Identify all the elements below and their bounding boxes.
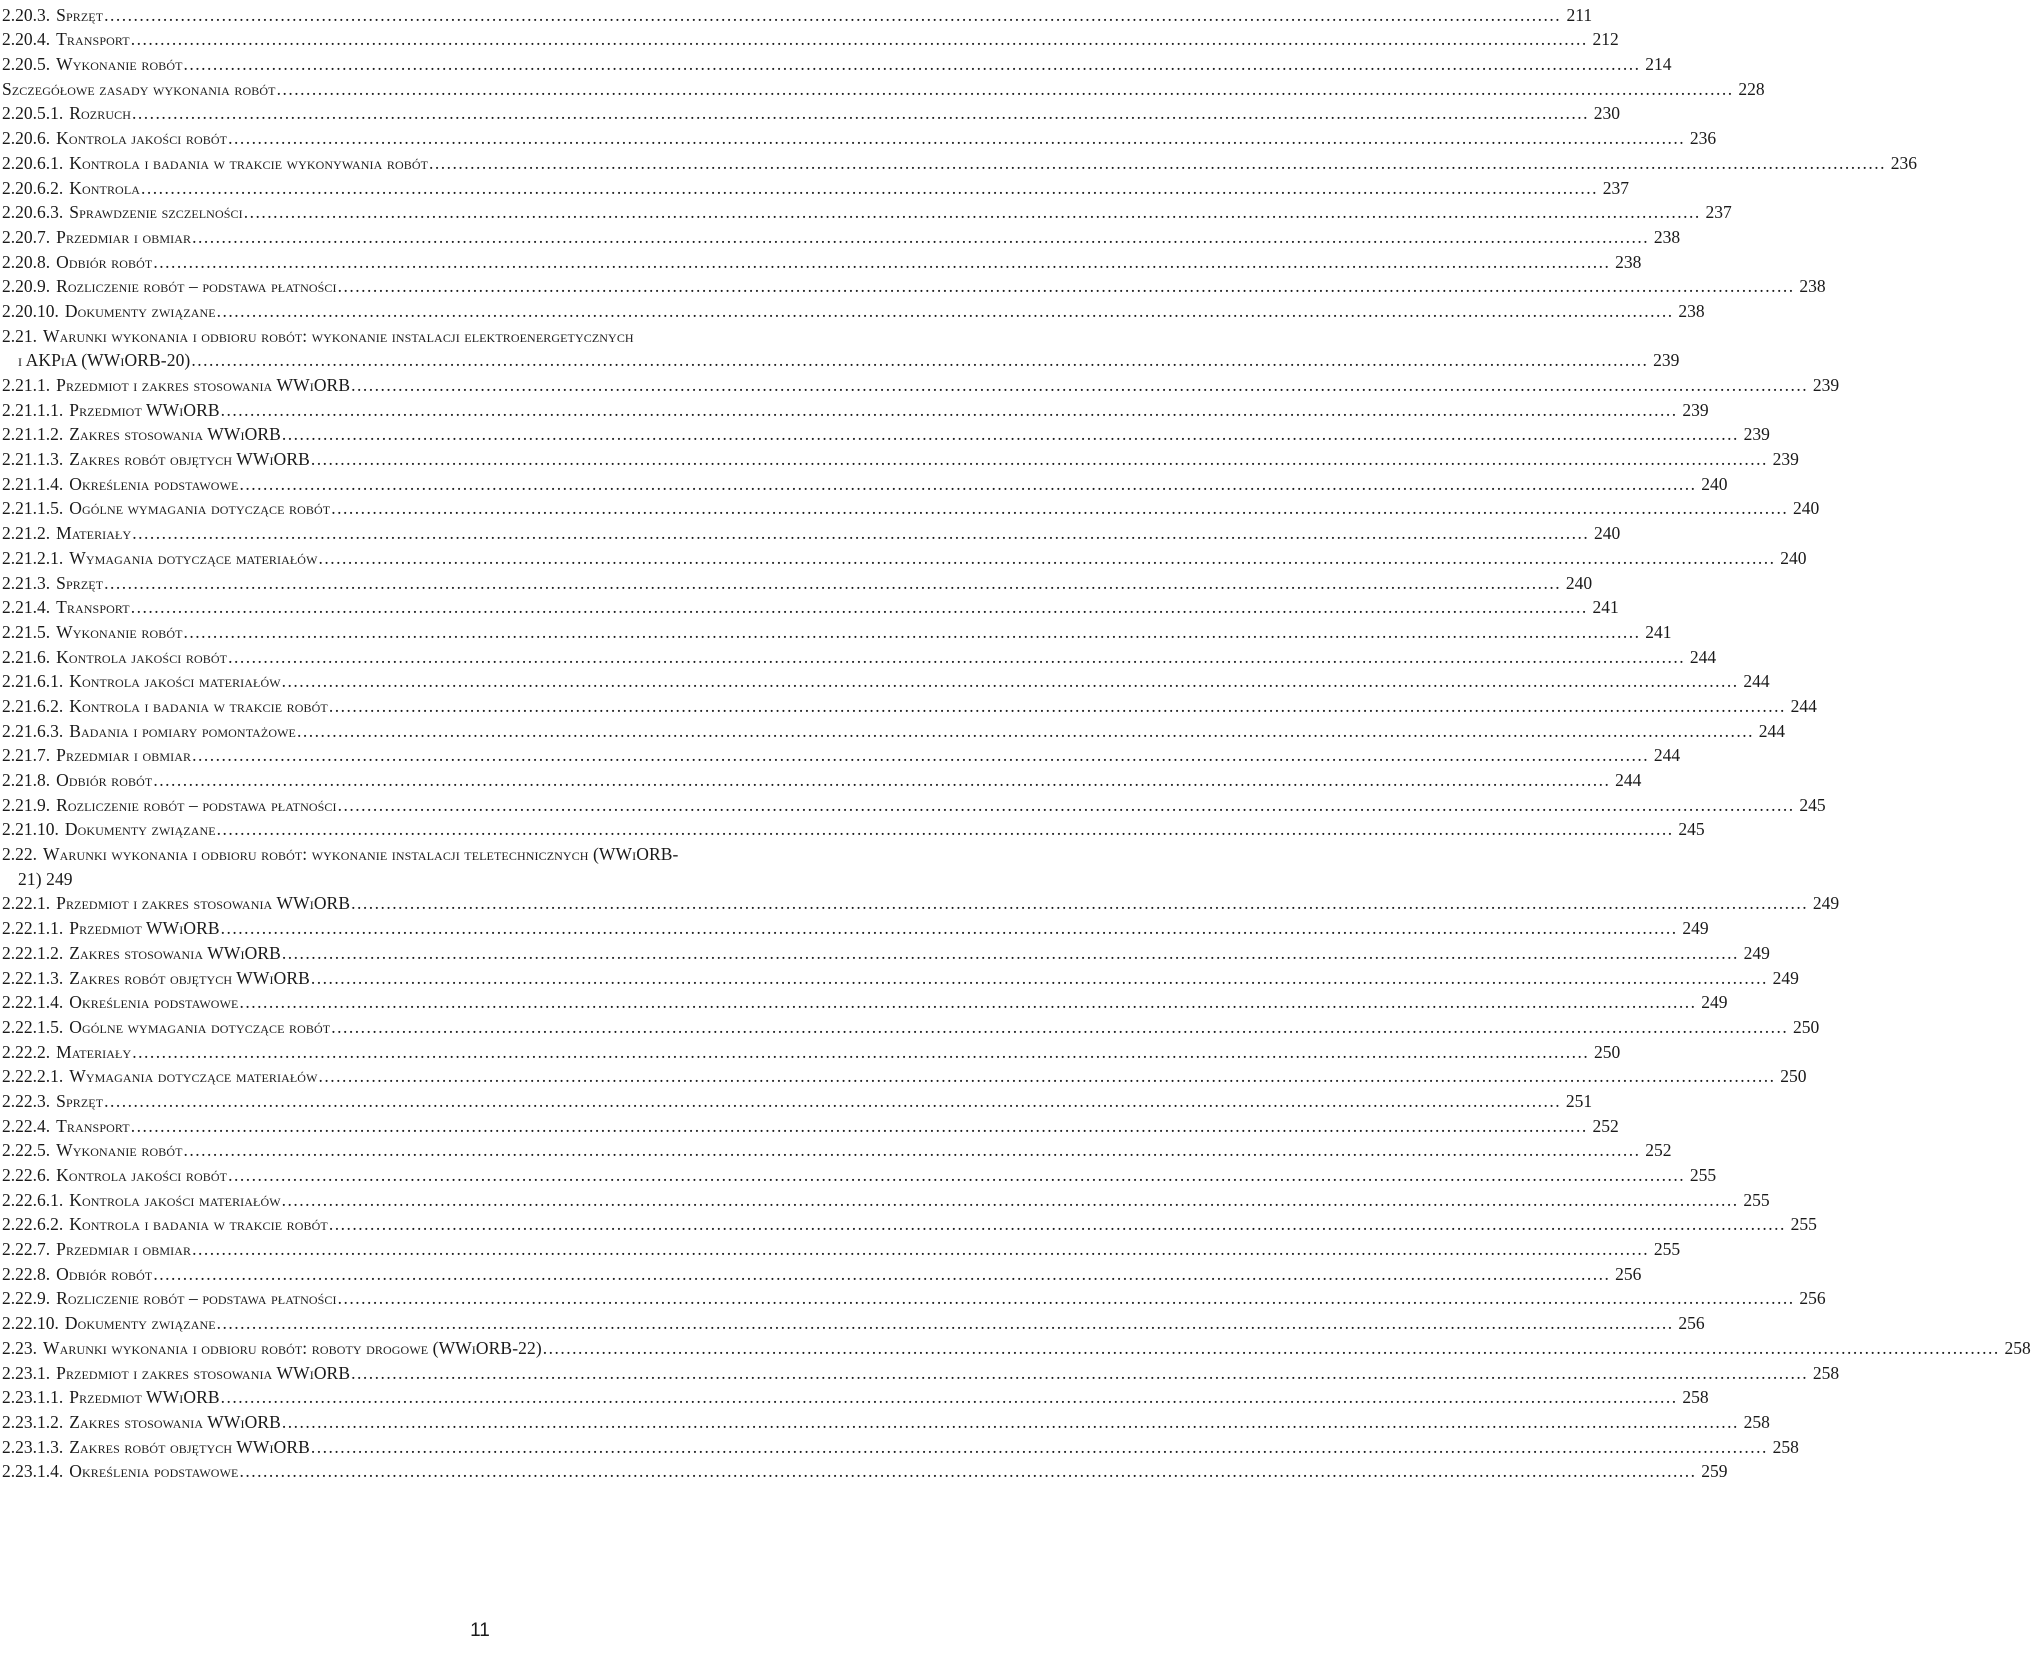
toc-dot-leader: ........................................................................................................................................................................................................................................................ — [130, 29, 1588, 50]
toc-dot-leader: ........................................................................................................................................................................................................................................................ — [318, 547, 1776, 568]
toc-dot-leader: ........................................................................................................................................................................................................................................................ — [216, 819, 1674, 840]
toc-entry-number: 2.22.6. — [2, 1165, 51, 1185]
toc-entry-title: Sprawdzenie szczelności — [69, 202, 243, 223]
toc-dot-leader: ........................................................................................................................................................................................................................................................ — [228, 1165, 1686, 1185]
toc-entry[interactable] — [2, 0, 1593, 25]
toc-entry[interactable] — [2, 469, 1728, 494]
toc-entry-title: Kontrola — [69, 177, 141, 198]
toc-entry-title: Zakres stosowania WWiORB — [69, 424, 281, 445]
toc-entry-number: 2.21.7. — [2, 745, 51, 766]
toc-entry-title: Warunki wykonania i odbioru robót: roboty drogowe (WWiORB-22) — [43, 1337, 542, 1358]
toc-dot-leader: ........................................................................................................................................................................................................................................................ — [131, 103, 1589, 124]
toc-entry-number: 2.23.1.1. — [2, 1387, 64, 1408]
toc-entry-title: Sprzęt — [56, 572, 104, 593]
toc-entry-number: 2.20.4. — [2, 29, 51, 50]
toc-entry[interactable] — [2, 543, 1807, 568]
toc-entry-number: 2.22.6.2. — [2, 1214, 64, 1235]
toc-entry-title: Szczegółowe zasady wykonania robót — [2, 78, 276, 99]
toc-entry-number: 2.21.9. — [2, 794, 51, 815]
toc-entry-number: 2.21.1.3. — [2, 449, 64, 470]
toc-entry-number: 2.20.3. — [2, 4, 51, 25]
toc-dot-leader: ........................................................................................................................................................................................................................................................ — [542, 1337, 2000, 1358]
toc-entry-title: Transport — [56, 29, 130, 50]
toc-entry-title: Warunki wykonania i odbioru robót: wykonanie instalacji teletechnicznych (WWiORB- — [43, 844, 679, 865]
toc-dot-leader: ........................................................................................................................................................................................................................................................ — [310, 1436, 1768, 1457]
toc-dot-leader: ........................................................................................................................................................................................................................................................ — [183, 54, 1641, 75]
toc-entry-number: 2.23.1.3. — [2, 1436, 64, 1457]
toc-entry-page: 239 — [1653, 350, 1680, 371]
toc-entry-number: 2.22.9. — [2, 1288, 51, 1309]
toc-entry-page: 239 — [1682, 399, 1709, 420]
toc-dot-leader: ........................................................................................................................................................................................................................................................ — [281, 671, 1739, 692]
toc-entry-page: 249 — [1772, 967, 1799, 988]
toc-entry-number: 2.22. — [2, 844, 37, 865]
toc-entry[interactable] — [2, 593, 1619, 618]
toc-entry-title: Transport — [56, 1115, 130, 1136]
toc-entry-page: 244 — [1689, 646, 1717, 667]
toc-entry-page: 241 — [1645, 621, 1672, 642]
toc-entry[interactable] — [2, 815, 1705, 840]
toc-entry-title: 21) 249 — [18, 868, 73, 889]
toc-dot-leader: ........................................................................................................................................................................................................................................................ — [351, 893, 1809, 914]
toc-entry-page: 258 — [2004, 1337, 2031, 1358]
toc-dot-leader: ........................................................................................................................................................................................................................................................ — [191, 350, 1649, 371]
toc-dot-leader: ........................................................................................................................................................................................................................................................ — [132, 1041, 1590, 1062]
toc-entry-page: 250 — [1594, 1041, 1621, 1062]
toc-entry-number: 2.20.9. — [2, 276, 51, 297]
toc-entry-title: Badania i pomiary pomontażowe — [69, 720, 296, 741]
toc-entry-title: Określenia podstawowe — [69, 1461, 239, 1482]
toc-dot-leader: ........................................................................................................................................................................................................................................................ — [220, 918, 1678, 939]
toc-entry-page: 256 — [1615, 1263, 1642, 1284]
page-number: 11 — [470, 1620, 490, 1641]
toc-dot-leader: ........................................................................................................................................................................................................................................................ — [310, 967, 1768, 988]
toc-entry[interactable] — [2, 420, 1770, 445]
toc-entry-title: Zakres robót objętych WWiORB — [69, 1436, 310, 1457]
toc-dot-leader: ........................................................................................................................................................................................................................................................ — [337, 794, 1795, 815]
toc-entry-number: 2.21.3. — [2, 572, 51, 593]
toc-entry-number: 2.21.1. — [2, 375, 51, 395]
toc-entry-page: 256 — [1678, 1313, 1705, 1334]
toc-entry-page: 252 — [1645, 1140, 1672, 1161]
toc-dot-leader: ........................................................................................................................................................................................................................................................ — [216, 300, 1674, 321]
toc-entry-number: 2.21.1.5. — [2, 498, 64, 519]
toc-entry-title: Kontrola i badania w trakcie robót — [69, 1214, 328, 1235]
toc-entry-page: 245 — [1799, 794, 1826, 815]
toc-entry-page: 238 — [1799, 276, 1826, 297]
toc-entry[interactable] — [2, 568, 1593, 593]
toc-entry-title: Kontrola i badania w trakcie wykonywania robót — [69, 152, 429, 173]
toc-entry[interactable] — [2, 1284, 1826, 1309]
toc-dot-leader: ........................................................................................................................................................................................................................................................ — [130, 1115, 1588, 1136]
toc-entry[interactable] — [2, 1308, 1705, 1334]
toc-dot-leader: ........................................................................................................................................................................................................................................................ — [318, 1066, 1776, 1087]
toc-entry-title: Warunki wykonania i odbioru robót: wykonanie instalacji elektroenergetycznych — [43, 325, 634, 346]
toc-entry[interactable] — [2, 1259, 1642, 1284]
toc-entry[interactable] — [2, 99, 1620, 124]
toc-entry-title: Przedmiar i obmiar — [56, 745, 192, 766]
toc-entry-page: 238 — [1615, 251, 1642, 272]
toc-entry-title: Sprzęt — [56, 1090, 104, 1111]
toc-entry[interactable] — [2, 198, 1732, 223]
toc-entry-page: 239 — [1743, 424, 1770, 445]
toc-dot-leader: ........................................................................................................................................................................................................................................................ — [220, 399, 1678, 420]
toc-entry[interactable] — [2, 346, 1680, 371]
toc-entry-page: 211 — [1566, 4, 1593, 25]
toc-entry-page: 240 — [1780, 547, 1807, 568]
toc-entry[interactable] — [2, 1037, 1621, 1062]
toc-entry-page: 250 — [1780, 1066, 1807, 1087]
toc-entry-title: Określenia podstawowe — [69, 992, 239, 1013]
toc-entry[interactable] — [2, 247, 1642, 272]
toc-entry-number: 2.22.2.1. — [2, 1066, 64, 1087]
toc-entry-title: Kontrola jakości robót — [56, 128, 228, 149]
toc-entry[interactable] — [2, 148, 1918, 173]
toc-entry-number: 2.21.1.1. — [2, 399, 64, 420]
toc-entry-page: 244 — [1615, 770, 1642, 790]
toc-entry-title: Rozliczenie robót – podstawa płatności — [56, 794, 337, 815]
toc-entry-page: 238 — [1678, 300, 1705, 321]
toc-entry-number: 2.23.1.2. — [2, 1411, 64, 1432]
toc-entry-number: 2.23. — [2, 1337, 37, 1358]
toc-entry[interactable] — [2, 963, 1799, 988]
toc-entry-title: Kontrola jakości materiałów — [69, 1189, 281, 1210]
toc-entry-title: Odbiór robót — [56, 251, 153, 272]
toc-dot-leader: ........................................................................................................................................................................................................................................................ — [276, 78, 1734, 99]
toc-entry-page: 245 — [1678, 819, 1705, 840]
toc-entry-title: Wykonanie robót — [56, 621, 183, 642]
toc-dot-leader: ........................................................................................................................................................................................................................................................ — [296, 720, 1754, 741]
toc-entry-title: Odbiór robót — [56, 1263, 153, 1284]
toc-entry-number: 2.22.1.5. — [2, 1016, 64, 1037]
toc-entry[interactable] — [2, 1185, 1770, 1210]
toc-entry-number: 2.21.1.2. — [2, 424, 64, 445]
toc-entry-page: 249 — [1701, 992, 1728, 1013]
toc-entry[interactable] — [2, 864, 914, 889]
toc-entry-title: i AKPiA (WWiORB-20) — [18, 350, 191, 371]
toc-entry[interactable] — [2, 1383, 1709, 1408]
toc-dot-leader: ........................................................................................................................................................................................................................................................ — [153, 1263, 1611, 1284]
toc-entry-number: 2.20.6.2. — [2, 177, 64, 198]
toc-entry-title: Wykonanie robót — [56, 54, 183, 75]
toc-entry-page: 240 — [1565, 572, 1593, 593]
toc-entry-number: 2.22.1.4. — [2, 992, 64, 1013]
toc-entry[interactable] — [2, 74, 1765, 99]
toc-dot-leader: ........................................................................................................................................................................................................................................................ — [281, 424, 1739, 445]
toc-entry[interactable] — [2, 518, 1621, 544]
toc-entry-number: 2.21.8. — [2, 770, 51, 790]
toc-entry-title: Dokumenty związane — [64, 1313, 216, 1334]
toc-entry[interactable] — [2, 1012, 1820, 1037]
toc-dot-leader: ........................................................................................................................................................................................................................................................ — [331, 498, 1789, 519]
toc-entry-number: 2.21.10. — [2, 819, 59, 840]
toc-dot-leader: ........................................................................................................................................................................................................................................................ — [216, 1313, 1674, 1334]
toc-entry-number: 2.21.6. — [2, 646, 51, 667]
toc-entry-title: Kontrola i badania w trakcie robót — [69, 695, 328, 716]
toc-entry-number: 2.21.5. — [2, 621, 51, 642]
toc-entry-page: 212 — [1592, 29, 1619, 50]
toc-entry[interactable] — [2, 642, 1717, 667]
toc-entry-title: Sprzęt — [56, 4, 104, 25]
toc-entry[interactable] — [2, 1210, 1817, 1235]
toc-entry-title: Materiały — [56, 523, 132, 544]
toc-entry-page: 255 — [1790, 1214, 1817, 1235]
toc-entry-number: 2.22.5. — [2, 1140, 51, 1161]
toc-entry-title: Kontrola jakości robót — [56, 1165, 228, 1185]
toc-dot-leader: ........................................................................................................................................................................................................................................................ — [351, 375, 1809, 395]
toc-entry[interactable] — [2, 1111, 1619, 1136]
toc-dot-leader: ........................................................................................................................................................................................................................................................ — [192, 226, 1650, 247]
toc-entry-number: 2.20.10. — [2, 300, 59, 321]
toc-entry-page: 214 — [1645, 54, 1672, 75]
toc-dot-leader: ........................................................................................................................................................................................................................................................ — [153, 770, 1611, 790]
toc-entry-title: Kontrola jakości materiałów — [69, 671, 281, 692]
toc-entry-number: 2.20.8. — [2, 251, 51, 272]
toc-entry-number: 2.21.6.3. — [2, 720, 64, 741]
toc-entry-number: 2.22.1. — [2, 893, 51, 914]
toc-dot-leader: ........................................................................................................................................................................................................................................................ — [310, 449, 1768, 470]
toc-entry-title: Przedmiot i zakres stosowania WWiORB — [56, 375, 351, 395]
toc-entry-number: 2.22.6.1. — [2, 1189, 64, 1210]
toc-entry[interactable] — [2, 494, 1820, 519]
toc-entry[interactable] — [2, 765, 1642, 790]
toc-entry-title: Rozruch — [69, 103, 131, 124]
toc-dot-leader: ........................................................................................................................................................................................................................................................ — [228, 646, 1686, 667]
toc-entry-number: 2.22.2. — [2, 1041, 51, 1062]
toc-dot-leader: ........................................................................................................................................................................................................................................................ — [328, 695, 1786, 716]
toc-entry-number: 2.22.8. — [2, 1263, 51, 1284]
toc-entry-title: Przedmiot WWiORB — [69, 918, 220, 939]
toc-entry[interactable] — [2, 1432, 1799, 1457]
toc-entry-title: Przedmiot i zakres stosowania WWiORB — [56, 893, 351, 914]
toc-entry[interactable] — [2, 173, 1630, 198]
toc-entry-page: 255 — [1743, 1189, 1770, 1210]
toc-entry[interactable] — [2, 1407, 1770, 1432]
toc-entry-title: Materiały — [56, 1041, 132, 1062]
toc-entry[interactable] — [2, 938, 1770, 963]
toc-entry-number: 2.21.6.1. — [2, 671, 64, 692]
toc-entry-title: Przedmiar i obmiar — [56, 1239, 192, 1260]
toc-entry[interactable] — [2, 370, 1840, 395]
toc-entry-title: Określenia podstawowe — [69, 473, 239, 494]
toc-entry[interactable] — [2, 395, 1709, 420]
toc-entry[interactable] — [2, 321, 914, 346]
toc-entry-number: 2.22.1.2. — [2, 942, 64, 963]
toc-dot-leader: ........................................................................................................................................................................................................................................................ — [192, 745, 1650, 766]
toc-entry-title: Transport — [56, 597, 130, 618]
toc-entry-number: 2.21.1.4. — [2, 473, 64, 494]
toc-entry[interactable] — [2, 617, 1672, 642]
toc-entry-title: Wymagania dotyczące materiałów — [69, 1066, 318, 1087]
toc-entry-title: Rozliczenie robót – podstawa płatności — [56, 1288, 337, 1309]
toc-entry[interactable] — [2, 1136, 1672, 1161]
toc-entry-page: 251 — [1565, 1090, 1593, 1111]
toc-entry-number: 2.22.1.1. — [2, 918, 64, 939]
toc-entry-page: 258 — [1812, 1362, 1840, 1383]
toc-entry-page: 240 — [1792, 498, 1820, 519]
toc-dot-leader: ........................................................................................................................................................................................................................................................ — [104, 1090, 1562, 1111]
toc-dot-leader: ........................................................................................................................................................................................................................................................ — [153, 251, 1611, 272]
toc-entry-number: 2.20.6.1. — [2, 152, 64, 173]
toc-entry-number: 2.23.1.4. — [2, 1461, 64, 1482]
toc-entry-page: 228 — [1738, 78, 1765, 99]
toc-entry-number: 2.20.5.1. — [2, 103, 64, 124]
toc-entry-page: 244 — [1743, 671, 1770, 692]
toc-dot-leader: ........................................................................................................................................................................................................................................................ — [337, 276, 1795, 297]
toc-entry-page: 258 — [1772, 1436, 1799, 1457]
toc-entry[interactable] — [2, 1333, 2031, 1358]
toc-entry-title: Zakres stosowania WWiORB — [69, 1411, 281, 1432]
toc-dot-leader: ........................................................................................................................................................................................................................................................ — [220, 1387, 1678, 1408]
toc-entry-number: 2.22.10. — [2, 1313, 59, 1334]
toc-entry[interactable] — [2, 839, 914, 864]
toc-entry-number: 2.21.6.2. — [2, 695, 64, 716]
toc-entry-number: 2.21. — [2, 325, 37, 346]
toc-dot-leader: ........................................................................................................................................................................................................................................................ — [429, 152, 1887, 173]
toc-entry[interactable] — [2, 889, 1840, 914]
toc-entry-page: 236 — [1890, 152, 1918, 173]
toc-dot-leader: ........................................................................................................................................................................................................................................................ — [281, 1189, 1739, 1210]
toc-entry-title: Zakres stosowania WWiORB — [69, 942, 281, 963]
toc-entry-page: 249 — [1743, 942, 1770, 963]
toc-entry-page: 249 — [1812, 893, 1840, 914]
toc-entry-number: 2.22.1.3. — [2, 967, 64, 988]
toc-entry[interactable] — [2, 790, 1826, 815]
toc-entry[interactable] — [2, 1062, 1807, 1087]
toc-entry[interactable] — [2, 988, 1728, 1013]
toc-entry-title: Odbiór robót — [56, 770, 153, 790]
toc-entry[interactable] — [2, 1358, 1840, 1383]
toc-entry-page: 249 — [1682, 918, 1709, 939]
toc-entry-title: Przedmiot WWiORB — [69, 1387, 220, 1408]
toc-entry-title: Dokumenty związane — [64, 300, 216, 321]
toc-entry-title: Dokumenty związane — [64, 819, 216, 840]
toc-entry-title: Wykonanie robót — [56, 1140, 183, 1161]
toc-dot-leader: ........................................................................................................................................................................................................................................................ — [281, 942, 1739, 963]
toc-entry-page: 230 — [1593, 103, 1620, 124]
toc-entry-page: 255 — [1653, 1239, 1681, 1260]
toc-entry-page: 236 — [1689, 128, 1717, 149]
toc-entry-page: 250 — [1792, 1016, 1820, 1037]
toc-entry-number: 2.22.4. — [2, 1115, 51, 1136]
toc-entry-page: 239 — [1812, 375, 1840, 395]
toc-entry-title: Ogólne wymagania dotyczące robót — [69, 498, 331, 519]
toc-dot-leader: ........................................................................................................................................................................................................................................................ — [239, 1461, 1697, 1482]
toc-entry[interactable] — [2, 25, 1619, 50]
toc-entry-title: Kontrola jakości robót — [56, 646, 228, 667]
toc-dot-leader: ........................................................................................................................................................................................................................................................ — [281, 1411, 1739, 1432]
toc-entry-page: 239 — [1772, 449, 1799, 470]
toc-entry-number: 2.21.2. — [2, 523, 51, 544]
toc-entry-number: 2.22.7. — [2, 1239, 51, 1260]
toc-entry-page: 252 — [1592, 1115, 1619, 1136]
toc-entry[interactable] — [2, 272, 1826, 297]
toc-entry-title: Ogólne wymagania dotyczące robót — [69, 1016, 331, 1037]
toc-entry-page: 255 — [1689, 1165, 1717, 1185]
toc-entry[interactable] — [2, 691, 1817, 716]
toc-entry[interactable] — [2, 913, 1709, 939]
toc-entry-page: 258 — [1743, 1411, 1770, 1432]
toc-dot-leader: ........................................................................................................................................................................................................................................................ — [328, 1214, 1786, 1235]
toc-entry-title: Zakres robót objętych WWiORB — [69, 449, 310, 470]
toc-entry-page: 241 — [1592, 597, 1619, 618]
toc-entry[interactable] — [2, 296, 1705, 321]
toc-dot-leader: ........................................................................................................................................................................................................................................................ — [239, 992, 1697, 1013]
toc-entry-page: 237 — [1602, 177, 1630, 198]
toc-entry-title: Przedmiot WWiORB — [69, 399, 220, 420]
toc-entry[interactable] — [2, 123, 1717, 149]
toc-entry-page: 238 — [1653, 226, 1681, 247]
toc-entry-page: 258 — [1682, 1387, 1709, 1408]
toc-entry-title: Wymagania dotyczące materiałów — [69, 547, 318, 568]
toc-entry-page: 237 — [1705, 202, 1732, 223]
toc-entry-page: 244 — [1790, 695, 1817, 716]
toc-entry[interactable] — [2, 222, 1681, 247]
toc-entry[interactable] — [2, 716, 1785, 741]
toc-dot-leader: ........................................................................................................................................................................................................................................................ — [192, 1239, 1650, 1260]
toc-entry[interactable] — [2, 1160, 1717, 1185]
toc-dot-leader: ........................................................................................................................................................................................................................................................ — [141, 177, 1599, 198]
toc-entry[interactable] — [2, 741, 1681, 766]
toc-dot-leader: ........................................................................................................................................................................................................................................................ — [104, 4, 1562, 25]
toc-entry-number: 2.22.3. — [2, 1090, 51, 1111]
toc-entry-page: 244 — [1653, 745, 1681, 766]
toc-entry-number: 2.20.5. — [2, 54, 51, 75]
toc-entry[interactable] — [2, 444, 1799, 470]
toc-entry-number: 2.20.7. — [2, 226, 51, 247]
toc-dot-leader: ........................................................................................................................................................................................................................................................ — [183, 1140, 1641, 1161]
toc-entry-page: 256 — [1799, 1288, 1826, 1309]
toc-entry-number: 2.23.1. — [2, 1362, 51, 1383]
toc-entry-title: Zakres robót objętych WWiORB — [69, 967, 310, 988]
toc-entry-number: 2.21.4. — [2, 597, 51, 618]
toc-entry-page: 244 — [1758, 720, 1785, 741]
toc-entry[interactable] — [2, 667, 1770, 692]
toc-entry-number: 2.20.6. — [2, 128, 51, 149]
toc-entry-title: Rozliczenie robót – podstawa płatności — [56, 276, 337, 297]
toc-dot-leader: ........................................................................................................................................................................................................................................................ — [331, 1016, 1789, 1037]
toc-dot-leader: ........................................................................................................................................................................................................................................................ — [104, 572, 1562, 593]
toc-dot-leader: ........................................................................................................................................................................................................................................................ — [183, 621, 1641, 642]
toc-entry-title: Przedmiar i obmiar — [56, 226, 192, 247]
table-of-contents — [2, 0, 2031, 1482]
toc-dot-leader: ........................................................................................................................................................................................................................................................ — [337, 1288, 1795, 1309]
toc-entry[interactable] — [2, 1086, 1593, 1111]
toc-entry-title: Przedmiot i zakres stosowania WWiORB — [56, 1362, 351, 1383]
toc-entry-number: 2.21.2.1. — [2, 547, 64, 568]
toc-entry[interactable] — [2, 1234, 1681, 1260]
toc-entry-page: 240 — [1701, 473, 1728, 494]
toc-dot-leader: ........................................................................................................................................................................................................................................................ — [239, 473, 1697, 494]
toc-entry-number: 2.20.6.3. — [2, 202, 64, 223]
toc-dot-leader: ........................................................................................................................................................................................................................................................ — [243, 202, 1701, 223]
toc-dot-leader: ........................................................................................................................................................................................................................................................ — [228, 128, 1686, 149]
toc-dot-leader: ........................................................................................................................................................................................................................................................ — [132, 523, 1590, 544]
toc-entry-page: 259 — [1701, 1461, 1728, 1482]
toc-entry[interactable] — [2, 49, 1672, 75]
toc-dot-leader: ........................................................................................................................................................................................................................................................ — [351, 1362, 1809, 1383]
toc-entry-page: 240 — [1594, 523, 1621, 544]
toc-entry[interactable] — [2, 1457, 1728, 1482]
toc-dot-leader: ........................................................................................................................................................................................................................................................ — [130, 597, 1588, 618]
